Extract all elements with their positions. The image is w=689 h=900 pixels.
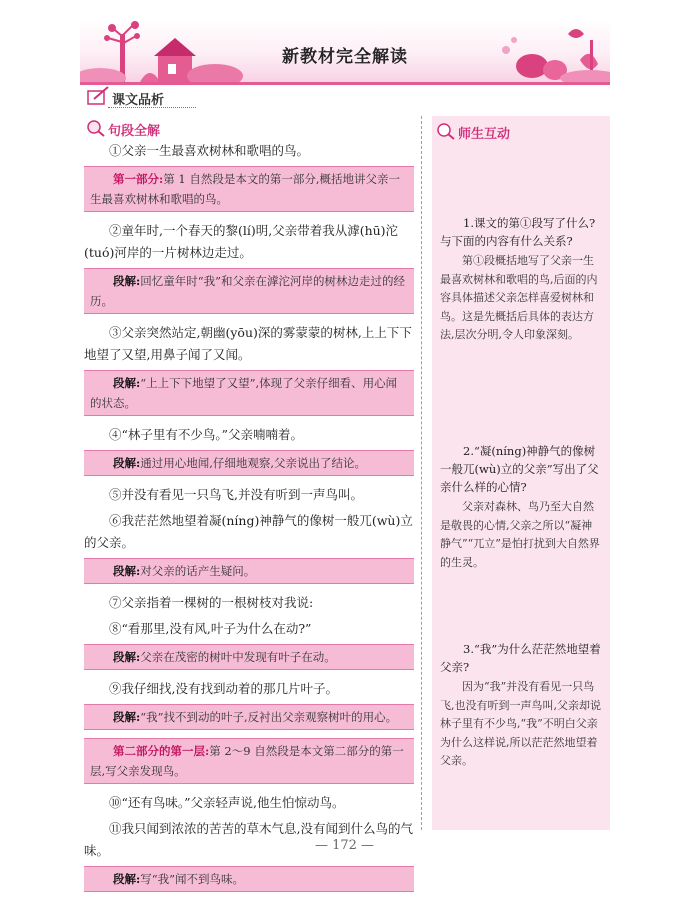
analysis-column — [84, 140, 414, 900]
note-text: 通过用心地闻,仔细地观察,父亲说出了结论。 — [140, 456, 367, 470]
note-text: 写“我”闻不到鸟味。 — [140, 872, 245, 886]
paragraph-note — [84, 704, 414, 730]
note-text: 第 2～9 自然段是本文第二部分的第一层,写父亲发现鸟。 — [90, 744, 404, 778]
text-paragraph: ⑨我仔细找,没有找到动着的那几片叶子。 — [109, 681, 338, 696]
note-label: 段解: — [113, 564, 141, 578]
text-paragraph: ⑧“看那里,没有风,叶子为什么在动?” — [109, 621, 312, 636]
right-heading-label: 师生互动 — [458, 127, 511, 142]
magnifier-icon — [86, 119, 106, 137]
pen-icon — [86, 85, 110, 107]
page-header-title: 新教材完全解读 — [282, 47, 408, 67]
note-label: 段解: — [113, 376, 141, 390]
question: 1.课文的第①段写了什么?与下面的内容有什么关系? — [440, 216, 596, 248]
text-paragraph: ⑩“还有鸟味。”父亲轻声说,他生怕惊动鸟。 — [109, 795, 345, 810]
note-label: 第一部分: — [113, 172, 164, 186]
note-label: 段解: — [113, 274, 141, 288]
note-text: 回忆童年时“我”和父亲在滹沱河岸的树林边走过的经历。 — [90, 274, 406, 308]
column-divider — [421, 116, 422, 830]
interaction-panel — [432, 116, 610, 830]
qa-item — [432, 214, 610, 345]
note-text: 父亲在茂密的树叶中发现有叶子在动。 — [140, 650, 336, 664]
qa-item — [432, 640, 610, 771]
section-heading — [86, 85, 196, 109]
magnifier-icon — [436, 122, 456, 140]
text-paragraph: ③父亲突然站定,朝幽(yōu)深的雾蒙蒙的树林,上上下下地望了又望,用鼻子闻了又闻。 — [84, 325, 412, 362]
answer: 第①段概括地写了父亲一生最喜欢树林和歌唱的鸟,后面的内容具体描述父亲怎样喜爱树林和鸟。这是先概括后具体的表达方法,层次分明,令人印象深刻。 — [440, 254, 598, 341]
note-label: 段解: — [113, 710, 141, 724]
question: 3.“我”为什么茫茫然地望着父亲? — [440, 642, 601, 674]
text-paragraph: ⑪我只闻到浓浓的苦苦的草木气息,没有闻到什么鸟的气味。 — [84, 821, 413, 858]
text-paragraph: ⑦父亲指着一棵树的一根树枝对我说: — [109, 595, 314, 610]
qa-item — [432, 442, 610, 572]
note-label: 第二部分的第一层: — [113, 744, 210, 758]
paragraph-note — [84, 370, 414, 416]
section-underline — [108, 107, 196, 108]
part-summary — [84, 738, 414, 784]
answer: 父亲对森林、鸟乃至大自然是敬畏的心情,父亲之所以“凝神静气”“兀立”是怕打扰到大自然界的生灵。 — [440, 500, 600, 569]
text-paragraph: ④“林子里有不少鸟。”父亲喃喃着。 — [109, 427, 304, 442]
note-text: 第 1 自然段是本文的第一部分,概括地讲父亲一生最喜欢树林和歌唱的鸟。 — [90, 172, 401, 206]
note-text: 对父亲的话产生疑问。 — [140, 564, 256, 578]
note-text: “上上下下地望了又望”,体现了父亲仔细看、用心闻的状态。 — [90, 376, 398, 410]
paragraph-note — [84, 268, 414, 314]
page-number: — 172 — — [314, 838, 375, 853]
paragraph-note — [84, 558, 414, 584]
header-banner — [80, 20, 610, 85]
note-label: 段解: — [113, 456, 141, 470]
left-heading — [86, 119, 206, 139]
left-heading-label: 句段全解 — [108, 124, 161, 139]
section-title: 课文品析 — [112, 93, 165, 108]
text-paragraph: ⑥我茫茫然地望着凝(níng)神静气的像树一般兀(wù)立的父亲。 — [84, 513, 413, 550]
text-paragraph: ⑤并没有看见一只鸟飞,并没有听到一声鸟叫。 — [109, 487, 363, 502]
text-paragraph: ①父亲一生最喜欢树林和歌唱的鸟。 — [109, 143, 310, 158]
question: 2.“凝(níng)神静气的像树一般兀(wù)立的父亲”写出了父亲什么样的心情? — [440, 444, 599, 494]
text-paragraph: ②童年时,一个春天的黎(lí)明,父亲带着我从滹(hū)沱(tuó)河岸的一片树林边走过。 — [84, 223, 399, 260]
paragraph-note — [84, 644, 414, 670]
part-summary — [84, 166, 414, 212]
paragraph-note — [84, 450, 414, 476]
note-label: 段解: — [113, 650, 141, 664]
note-text: “我”找不到动的叶子,反衬出父亲观察树叶的用心。 — [140, 710, 398, 724]
right-heading — [436, 122, 596, 142]
answer: 因为“我”并没有看见一只鸟飞,也没有听到一声鸟叫,父亲却说林子里有不少鸟,“我”不明白父亲为什么这样说,所以茫茫然地望着父亲。 — [440, 680, 601, 767]
note-label: 段解: — [113, 872, 141, 886]
